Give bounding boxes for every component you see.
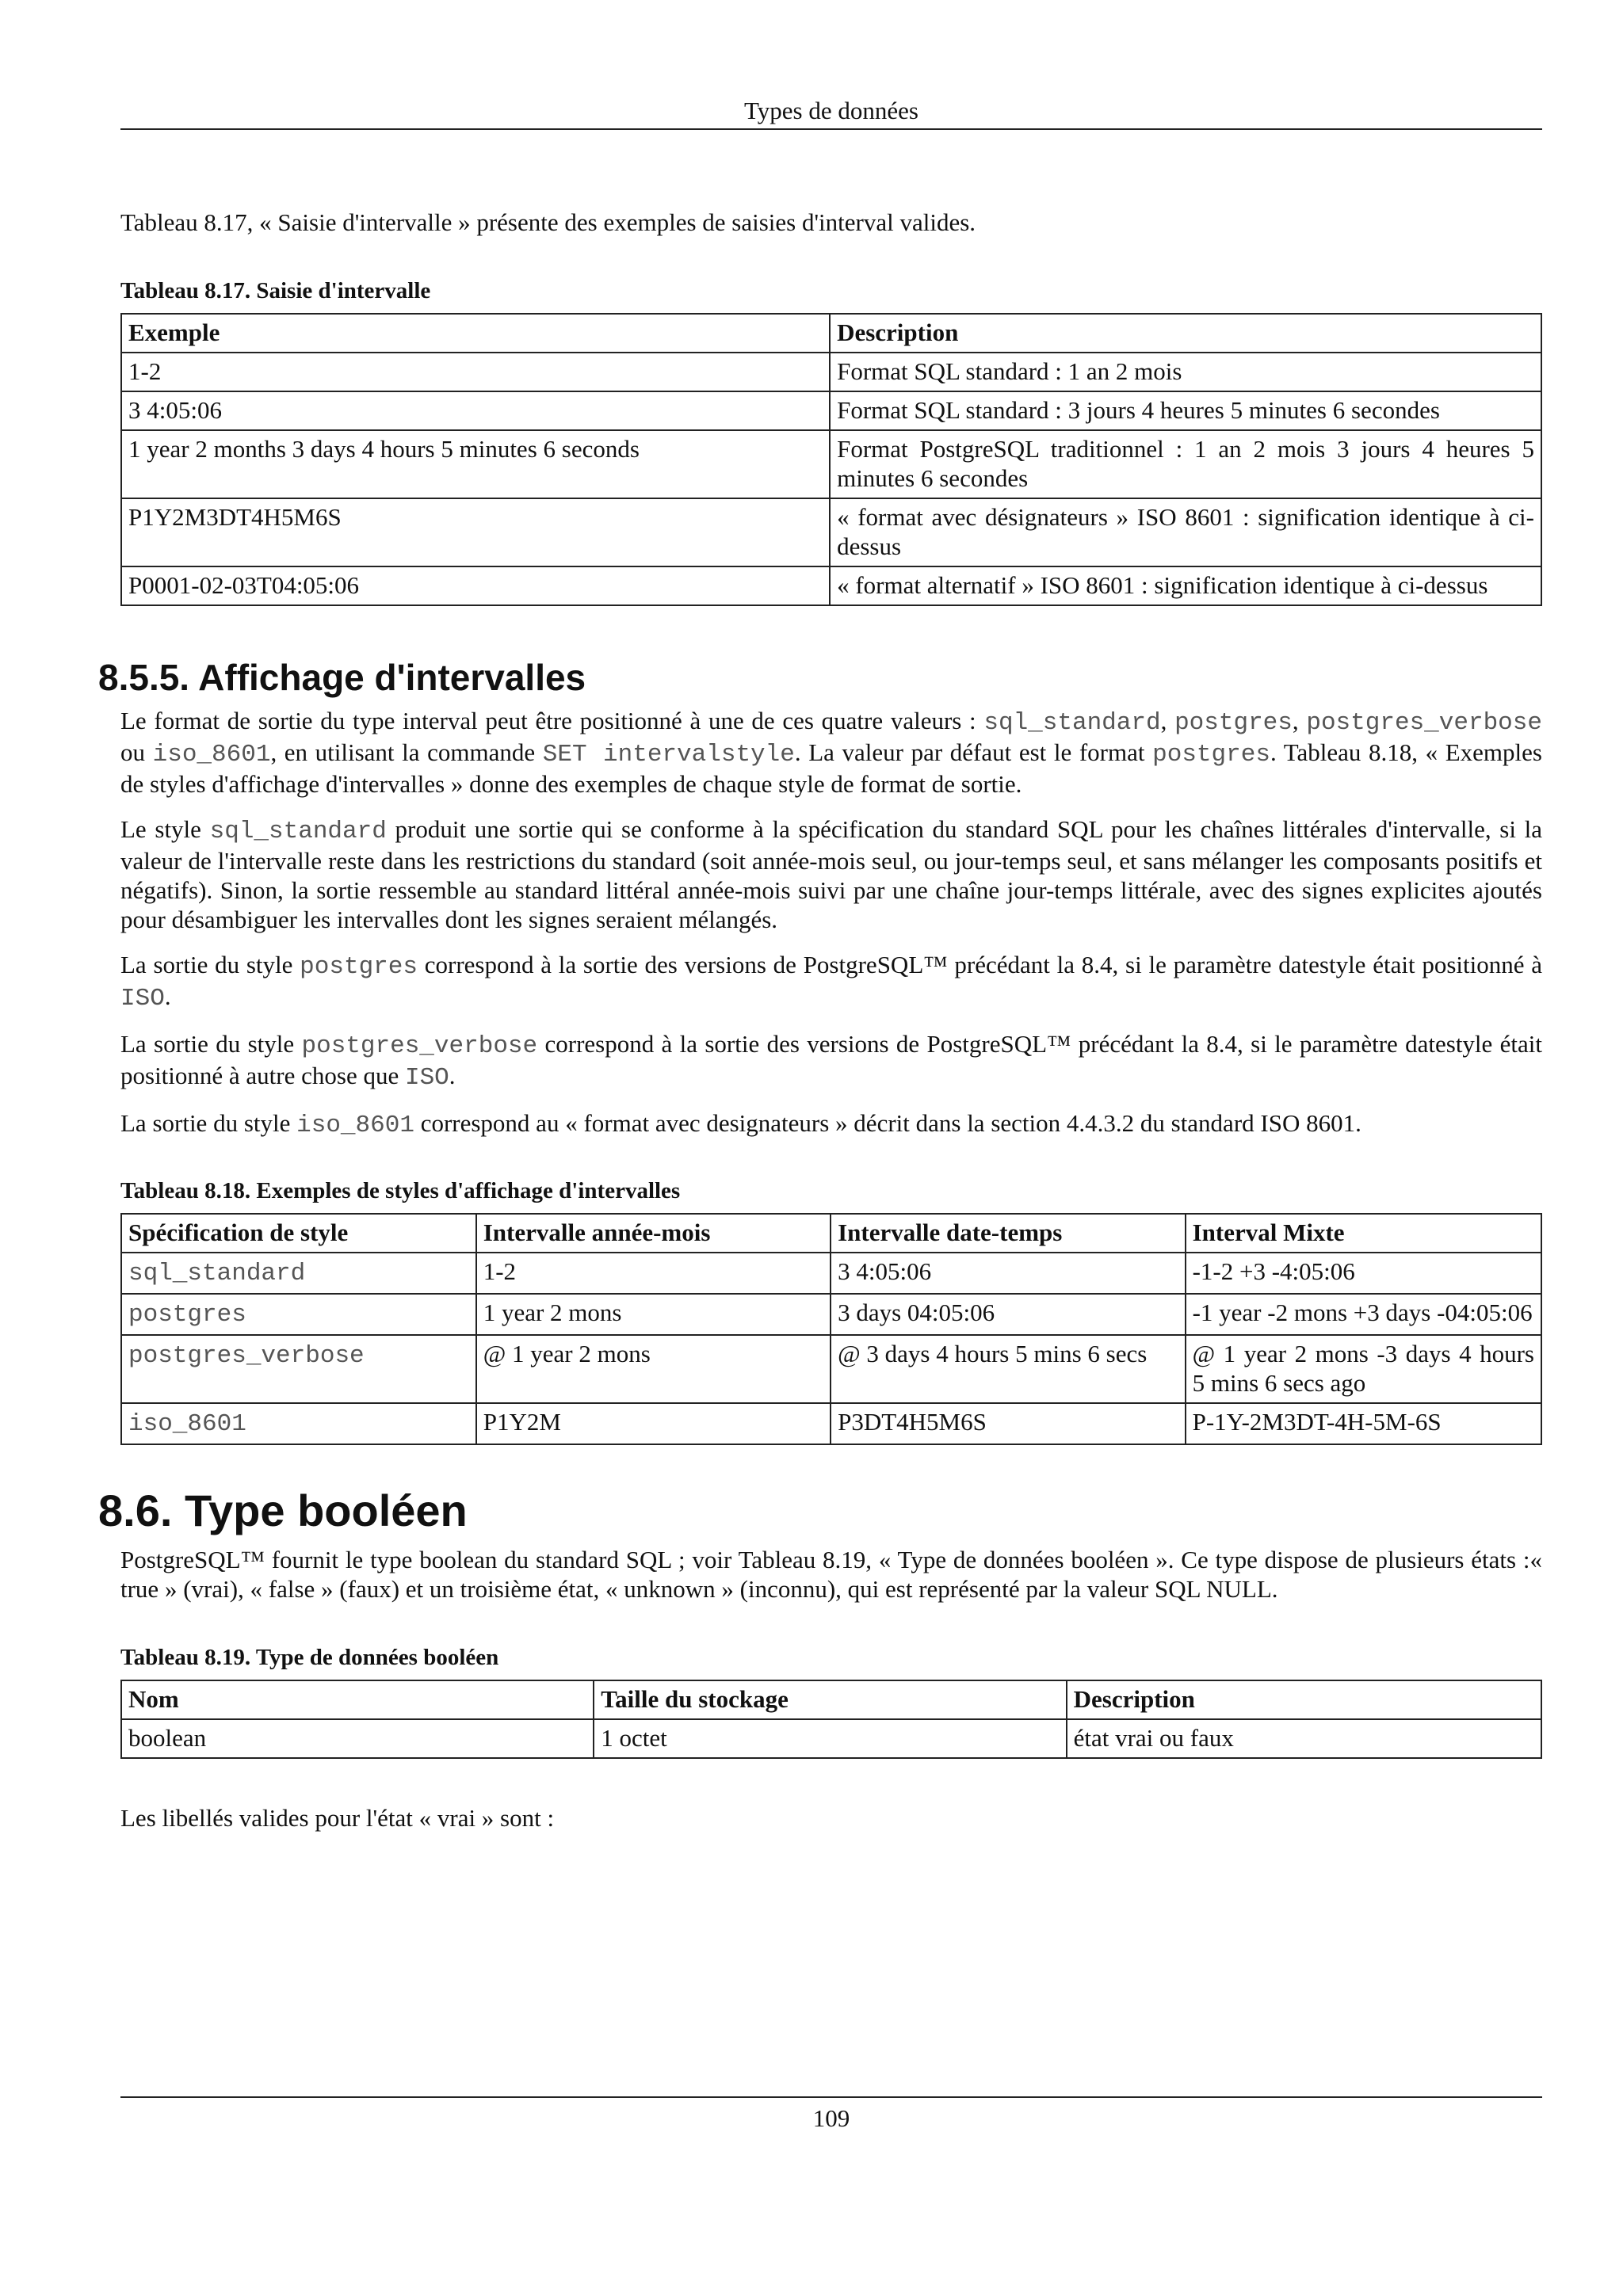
code-iso: ISO [120, 985, 165, 1013]
table-cell: P0001-02-03T04:05:06 [121, 566, 830, 605]
table-cell: 1-2 [121, 353, 830, 391]
table-cell: @ 3 days 4 hours 5 mins 6 secs [831, 1335, 1186, 1403]
paragraph-output-format: Le format de sortie du type interval peut être positionné à une de ces quatre valeurs : sql_standard, postgres, postgres_verbose ou iso_8601, en utilisant la commande SET intervalstyle. La valeur par défaut est le format postgres. Tableau 8.18, « Exemples de styles d'affichage d'intervalles » donne des exemples de chaque style de format de sortie. [120, 707, 1542, 798]
footer-rule [120, 2096, 1542, 2098]
table-row [121, 498, 1541, 566]
table-cell: « format avec désignateurs » ISO 8601 : signification identique à ci-dessus [830, 498, 1541, 566]
page-number: 109 [812, 2104, 850, 2132]
code-sql-standard: sql_standard [983, 709, 1161, 737]
code-style-name: sql_standard [128, 1260, 306, 1287]
column-header: Taille du stockage [594, 1680, 1066, 1719]
section-heading-8-5-5: 8.5.5. Affichage d'intervalles [98, 657, 586, 698]
code-style-name: postgres_verbose [128, 1342, 365, 1370]
table-cell: @ 1 year 2 mons [476, 1335, 831, 1403]
intro-paragraph: Tableau 8.17, « Saisie d'intervalle » présente des exemples de saisies d'interval valides. [120, 208, 976, 236]
table-cell [121, 1335, 476, 1403]
table-cell [121, 1403, 476, 1444]
table-row [121, 1719, 1541, 1758]
code-iso: ISO [404, 1064, 449, 1092]
table-row [121, 1294, 1541, 1335]
code-iso-8601: iso_8601 [296, 1112, 414, 1139]
table-cell [121, 1294, 476, 1335]
paragraph-postgres: La sortie du style postgres correspond à la sortie des versions de PostgreSQL™ précédant la 8.4, si le paramètre datestyle était positionné à ISO. [120, 951, 1542, 1013]
table-cell: -1-2 +3 -4:05:06 [1186, 1253, 1541, 1294]
code-postgres: postgres [300, 953, 418, 981]
table-cell: -1 year -2 mons +3 days -04:05:06 [1186, 1294, 1541, 1335]
table-header-row [121, 314, 1541, 353]
table-row [121, 430, 1541, 498]
table-cell: 1 year 2 mons [476, 1294, 831, 1335]
table-8-17-caption: Tableau 8.17. Saisie d'intervalle [120, 278, 431, 303]
page-content [98, 208, 1542, 1833]
paragraph-iso-8601: La sortie du style iso_8601 correspond au « format avec designateurs » décrit dans la section 4.4.3.2 du standard ISO 8601. [120, 1109, 1361, 1139]
table-row [121, 1335, 1541, 1403]
section-heading-8-6: 8.6. Type booléen [98, 1486, 468, 1535]
table-row [121, 1253, 1541, 1294]
header-rule [120, 128, 1542, 130]
code-postgres-verbose: postgres_verbose [1306, 709, 1542, 737]
table-cell: Format SQL standard : 3 jours 4 heures 5 minutes 6 secondes [830, 391, 1541, 430]
table-header-row [121, 1680, 1541, 1719]
code-postgres-verbose: postgres_verbose [301, 1032, 538, 1060]
column-header: Exemple [121, 314, 830, 353]
code-sql-standard: sql_standard [209, 818, 387, 845]
table-row [121, 391, 1541, 430]
table-cell: 1 year 2 months 3 days 4 hours 5 minutes 6 seconds [121, 430, 830, 498]
table-cell: état vrai ou faux [1067, 1719, 1541, 1758]
table-row [121, 353, 1541, 391]
table-cell: Format SQL standard : 1 an 2 mois [830, 353, 1541, 391]
table-cell: 3 days 04:05:06 [831, 1294, 1186, 1335]
table-cell: P-1Y-2M3DT-4H-5M-6S [1186, 1403, 1541, 1444]
closing-paragraph: Les libellés valides pour l'état « vrai » sont : [120, 1804, 555, 1832]
column-header: Spécification de style [121, 1214, 476, 1253]
paragraph-postgres-verbose: La sortie du style postgres_verbose correspond à la sortie des versions de PostgreSQL™ précédant la 8.4, si le paramètre datestyle était positionné à autre chose que ISO. [120, 1030, 1542, 1092]
table-header-row [121, 1214, 1541, 1253]
code-postgres: postgres [1174, 709, 1293, 737]
table-8-19-caption: Tableau 8.19. Type de données booléen [120, 1645, 499, 1670]
code-style-name: iso_8601 [128, 1410, 246, 1438]
table-cell [121, 1253, 476, 1294]
column-header: Description [830, 314, 1541, 353]
table-cell: « format alternatif » ISO 8601 : signification identique à ci-dessus [830, 566, 1541, 605]
table-cell: @ 1 year 2 mons -3 days 4 hours 5 mins 6 secs ago [1186, 1335, 1541, 1403]
code-set-intervalstyle: SET intervalstyle [542, 741, 795, 769]
column-header: Description [1067, 1680, 1541, 1719]
column-header: Interval Mixte [1186, 1214, 1541, 1253]
table-row [121, 566, 1541, 605]
table-8-18-caption: Tableau 8.18. Exemples de styles d'affichage d'intervalles [120, 1178, 681, 1203]
column-header: Intervalle date-temps [831, 1214, 1186, 1253]
paragraph-sql-standard: Le style sql_standard produit une sortie qui se conforme à la spécification du standard SQL pour les chaînes littérales d'intervalle, si la valeur de l'intervalle reste dans les restrictions du standard (soit année-mois seul, ou jour-temps seul, et sans mélanger les composants positifs et négatifs). Sinon, la sortie ressemble au standard littéral année-mois suivi par une chaîne jour-temps littérale, avec des signes explicites ajoutés pour désambiguer les intervalles dont les signes seraient mélangés. [120, 815, 1542, 933]
paragraph-boolean: PostgreSQL™ fournit le type boolean du standard SQL ; voir Tableau 8.19, « Type de données booléen ». Ce type dispose de plusieurs états :« true » (vrai), « false » (faux) et un troisième état, « unknown » (inconnu), qui est représenté par la valeur SQL NULL. [120, 1546, 1542, 1603]
running-header: Types de données [744, 97, 918, 124]
code-iso-8601: iso_8601 [152, 741, 271, 769]
code-postgres: postgres [1152, 741, 1270, 769]
code-style-name: postgres [128, 1301, 246, 1329]
table-cell: boolean [121, 1719, 594, 1758]
table-8-17 [120, 313, 1542, 606]
table-cell: 1-2 [476, 1253, 831, 1294]
column-header: Intervalle année-mois [476, 1214, 831, 1253]
table-cell: P1Y2M [476, 1403, 831, 1444]
table-cell: 3 4:05:06 [121, 391, 830, 430]
table-8-18 [120, 1213, 1542, 1445]
table-8-19 [120, 1680, 1542, 1759]
column-header: Nom [121, 1680, 594, 1719]
table-cell: P3DT4H5M6S [831, 1403, 1186, 1444]
table-row [121, 1403, 1541, 1444]
table-cell: 1 octet [594, 1719, 1066, 1758]
table-cell: Format PostgreSQL traditionnel : 1 an 2 mois 3 jours 4 heures 5 minutes 6 secondes [830, 430, 1541, 498]
table-cell: P1Y2M3DT4H5M6S [121, 498, 830, 566]
table-cell: 3 4:05:06 [831, 1253, 1186, 1294]
